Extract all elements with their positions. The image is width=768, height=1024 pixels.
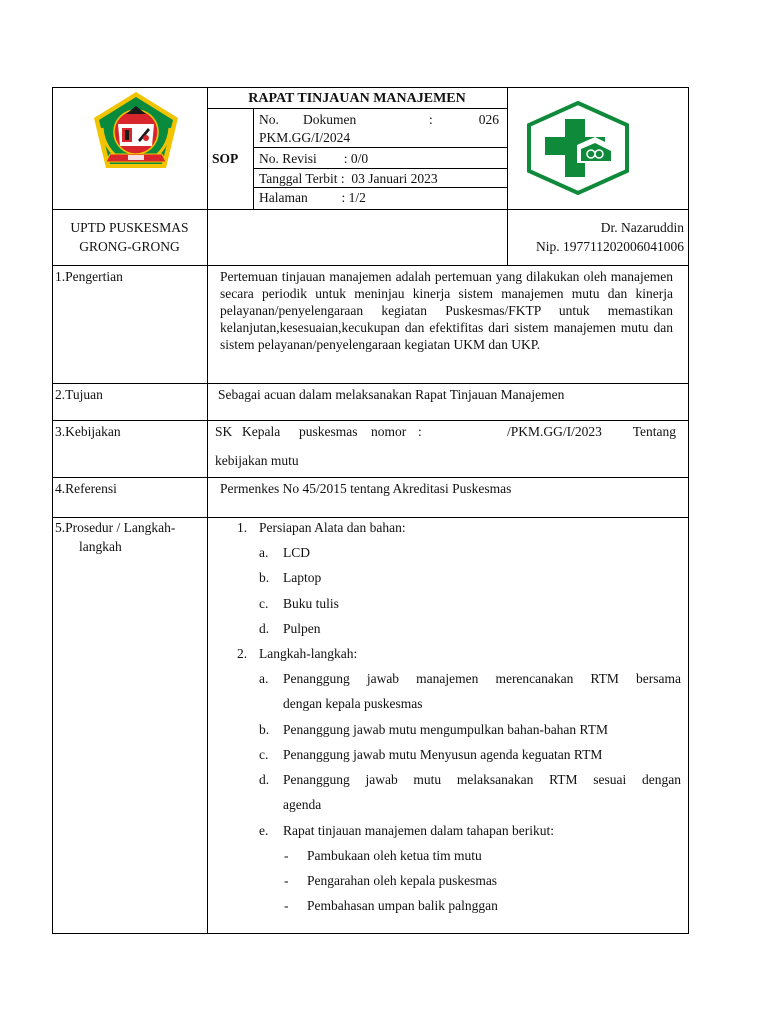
step2e-line1: Rapat tinjauan manajemen dalam tahapan berikut: [283,823,555,838]
item1-letter: a. [259,545,269,560]
step1-text: Persiapan Alata dan bahan: [259,520,406,535]
tujuan-label: 2.Tujuan [55,387,103,402]
bullet1-dash: - [284,848,289,863]
bullet2-dash: - [284,873,289,888]
org-vline-right [507,209,508,265]
step2a-line1: Penanggung jawab manajemen merencanakan RTM bersama [283,671,681,686]
page-number: Halaman : 1/2 [259,190,366,205]
item4-text: Pulpen [283,621,321,636]
table-border-bottom [52,933,689,934]
item4-letter: d. [259,621,270,636]
step2a-line2: dengan kepala puskesmas [283,696,423,711]
step2b-letter: b. [259,722,270,737]
header-bottom-line [52,209,689,210]
step2c-line1: Penanggung jawab mutu Menyusun agenda keguatan RTM [283,747,603,762]
bullet3-text: Pembahasan umpan balik palnggan [307,898,498,913]
revision-number: No. Revisi : 0/0 [259,151,369,166]
kebijakan-label: 3.Kebijakan [55,424,121,439]
doc-no-value-1: 026 [478,112,499,127]
step2c-letter: c. [259,747,269,762]
prosedur-label-line1: 5.Prosedur / Langkah- [55,520,176,535]
revision-line [253,168,508,169]
doc-no-colon: : [429,112,433,127]
row-line-5 [52,517,689,518]
header-vline-3 [507,87,508,209]
row-line-2 [52,383,689,384]
step2b-line1: Penanggung jawab mutu mengumpulkan bahan-bahan RTM [283,722,608,737]
pengertian-text: Pertemuan tinjauan manajemen adalah pertemuan yang dilakukan oleh manajemen secara periodik untuk meninjau kinerja sistem manajemen mutu dan kinerja pelayanan/penyelengaraan kegiatan Puskesmas/FKTP untuk memastikan kelanjutan,kesesuaian,kecukupan dan efektifitas dari sistem manajemen mutu dan sistem pelayanan/penyelengaraan kegiatan UKM dan UKP. [220,269,673,352]
sop-label: SOP [212,151,239,166]
step2-number: 2. [237,646,248,661]
row-line-3 [52,420,689,421]
kebijakan-part5: : [418,424,422,439]
item2-text: Laptop [283,570,322,585]
org-name-line1: UPTD PUSKESMAS [70,220,189,235]
step2e-letter: e. [259,823,269,838]
tujuan-text: Sebagai acuan dalam melaksanakan Rapat Tinjauan Manajemen [218,387,565,402]
doc-no-label-2: Dokumen [303,112,357,127]
item1-text: LCD [283,545,310,560]
kebijakan-part2: Kepala [242,424,281,439]
doc-no-line [253,147,508,148]
prosedur-label-line2: langkah [79,539,122,554]
row-line-4 [52,477,689,478]
item2-letter: b. [259,570,270,585]
kebijakan-part3: puskesmas [299,424,358,439]
pidie-emblem-logo [88,88,184,180]
puskesmas-cross-logo [525,101,631,195]
step1-number: 1. [237,520,248,535]
org-name-line2: GRONG-GRONG [79,239,180,254]
kebijakan-line2: kebijakan mutu [215,453,299,468]
step2d-letter: d. [259,772,270,787]
document-title: RAPAT TINJAUAN MANAJEMEN [248,91,466,106]
kebijakan-part1: SK [215,424,233,439]
doc-number-line2: PKM.GG/I/2024 [259,130,351,145]
kebijakan-part4: nomor [371,424,407,439]
doc-no-label-1: No. [259,112,279,127]
bullet3-dash: - [284,898,289,913]
item3-text: Buku tulis [283,596,339,611]
step2d-line2: agenda [283,797,322,812]
pengertian-label: 1.Pengertian [55,269,123,284]
kebijakan-part6: /PKM.GG/I/2023 [507,424,602,439]
kebijakan-part7: Tentang [632,424,676,439]
header-vline-2 [253,108,254,209]
step2d-line1: Penanggung jawab mutu melaksanakan RTM sesuai dengan [283,772,681,787]
body-vline-left [207,209,208,933]
bullet2-text: Pengarahan oleh kepala puskesmas [307,873,498,888]
item3-letter: c. [259,596,269,611]
step2-text: Langkah-langkah: [259,646,358,661]
row-line-1 [52,265,689,266]
table-border-left [52,87,53,934]
referensi-text: Permenkes No 45/2015 tentang Akreditasi Puskesmas [220,481,512,496]
issue-date: Tanggal Terbit : 03 Januari 2023 [259,171,438,186]
issue-date-line [253,187,508,188]
bullet1-text: Pambukaan oleh ketua tim mutu [307,848,482,863]
referensi-label: 4.Referensi [55,481,117,496]
table-border-right [688,87,689,934]
step2a-letter: a. [259,671,269,686]
signer-nip: Nip. 197711202006041006 [536,239,684,254]
signer-name: Dr. Nazaruddin [600,220,684,235]
